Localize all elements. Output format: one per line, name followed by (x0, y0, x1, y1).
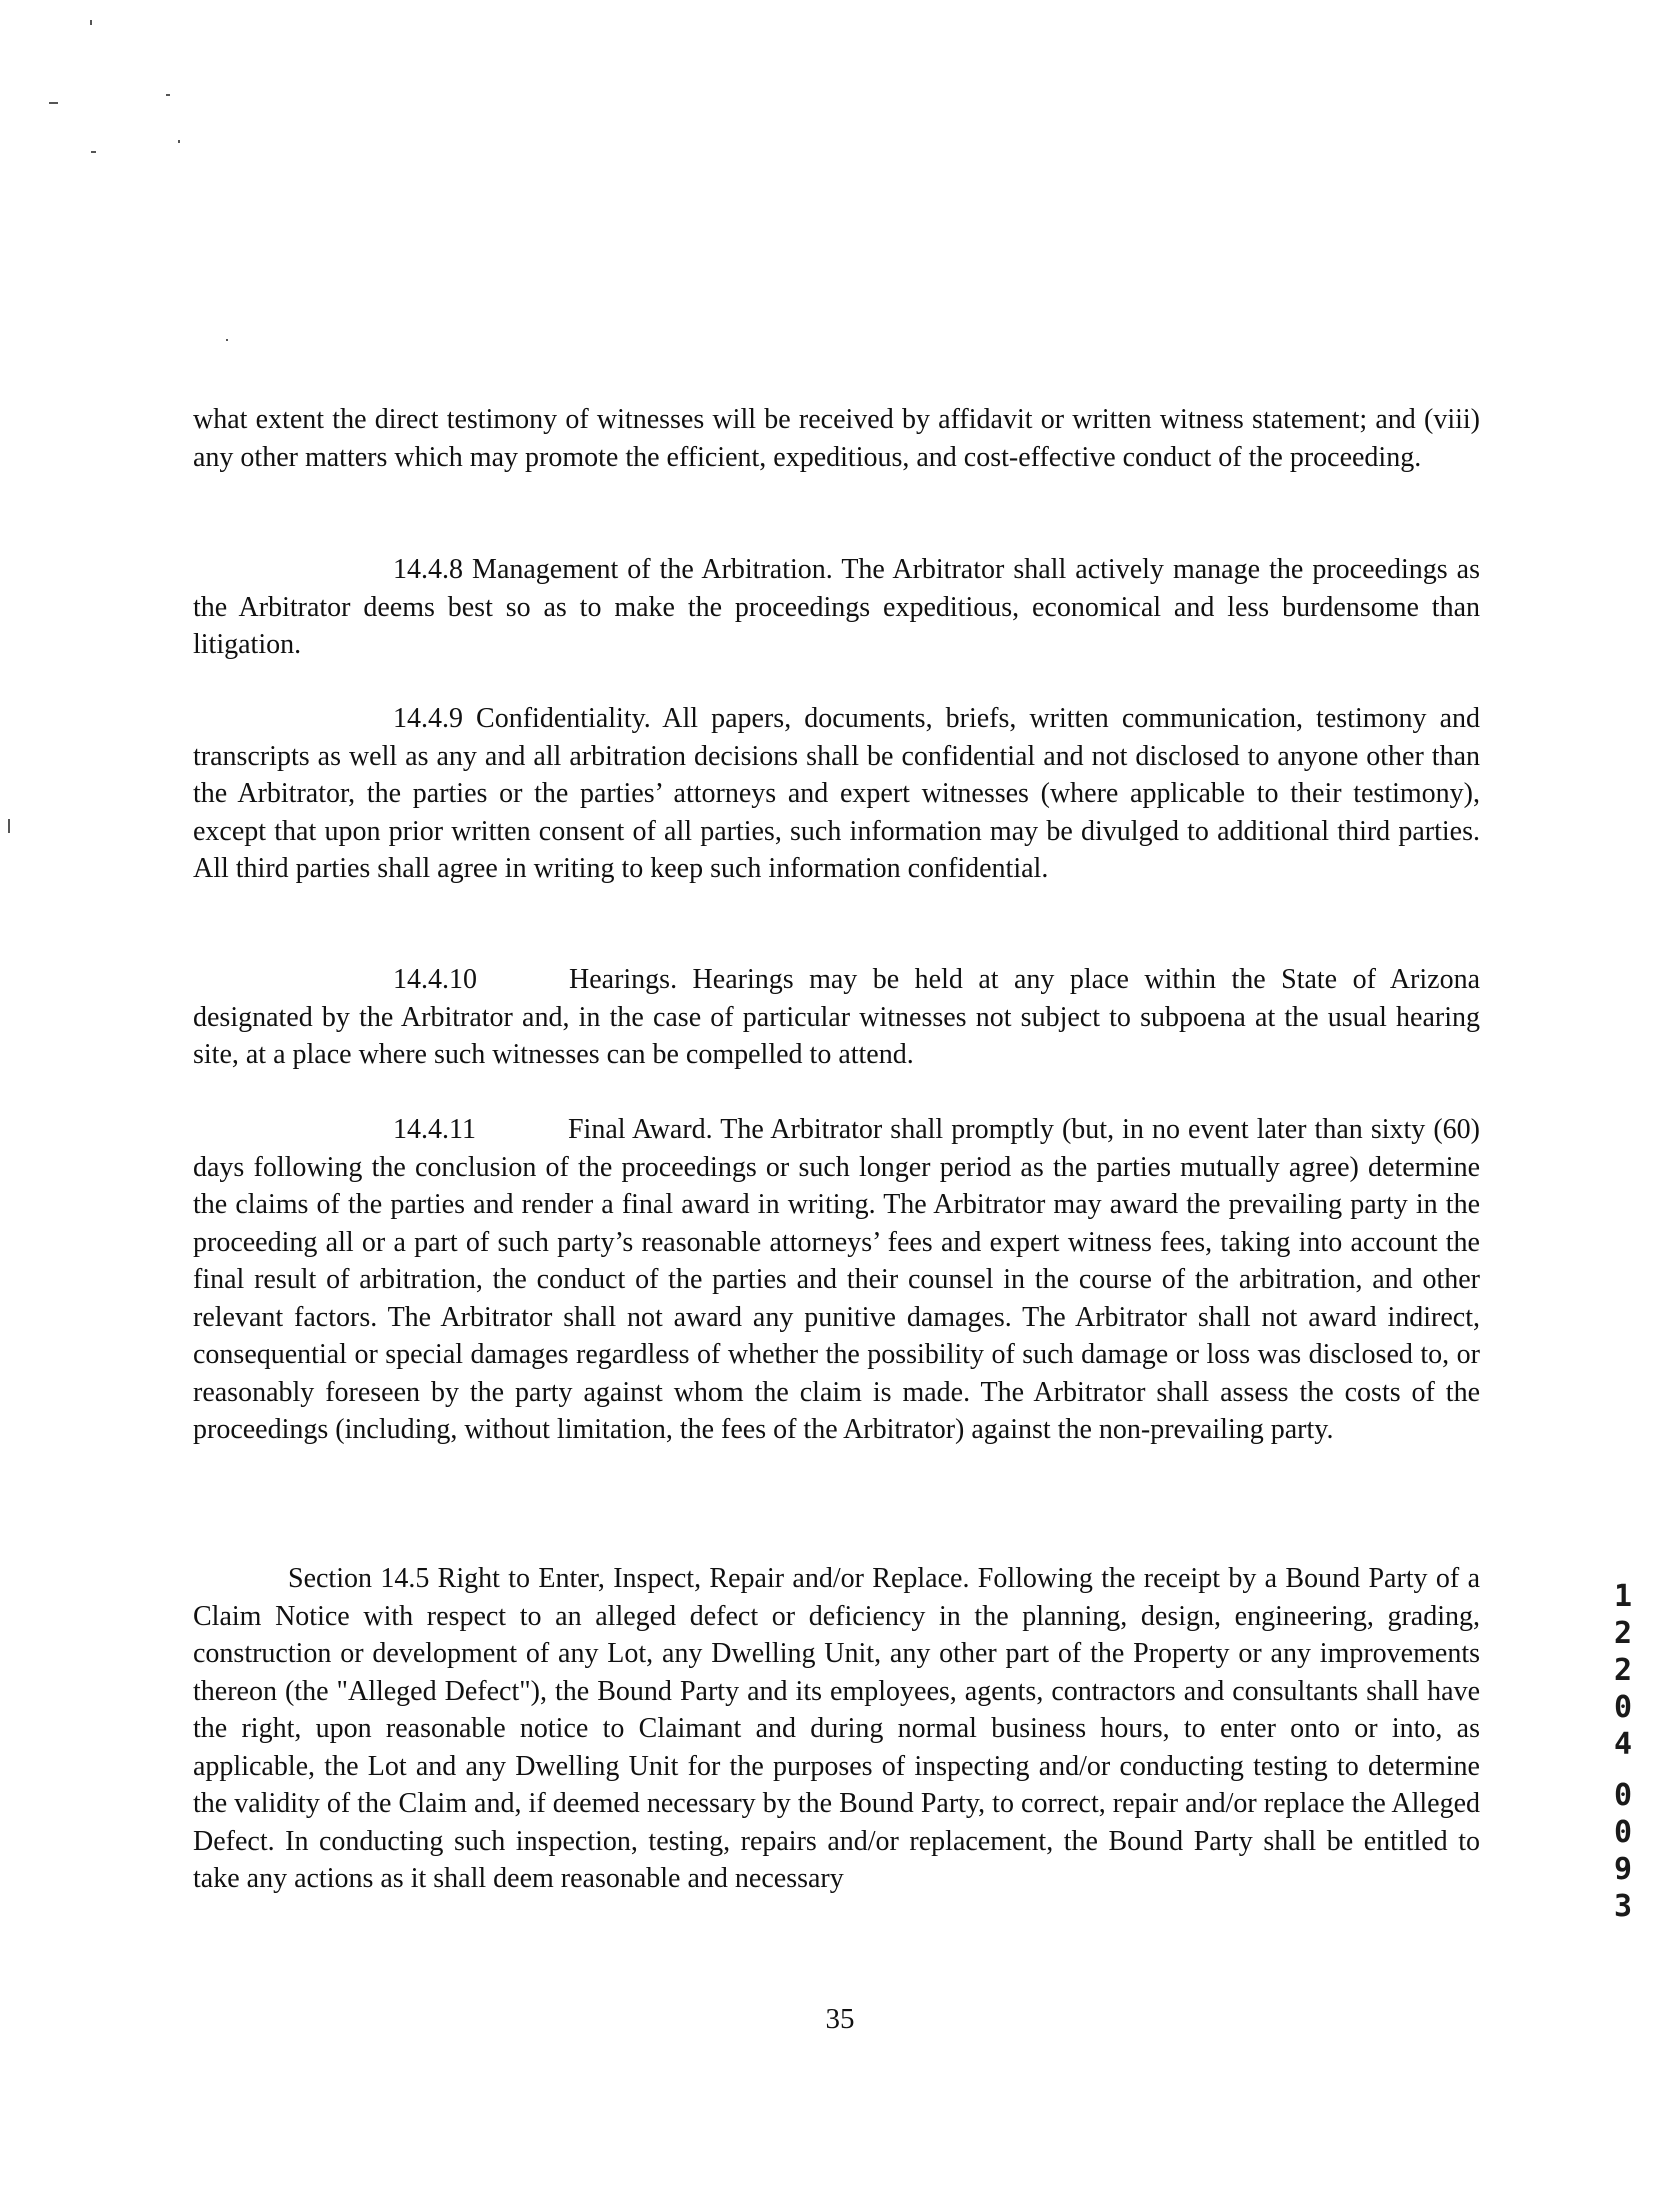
stamp-digit: 0 (1613, 1778, 1633, 1813)
paragraph-section-14-5-right-to-enter: Section 14.5 Right to Enter, Inspect, Repair and/or Replace. Following the receipt by a Bound Party of a Claim Notice with respect to an alleged defect or deficiency in the planning, design, engineering, grading, construction or development of any Lot, any Dwelling Unit, any other part of the Property or any improvements thereon (the "Alleged Defect"), the Bound Party and its employees, agents, contractors and consultants shall have the right, upon reasonable notice to Claimant and during normal business hours, to enter onto or into, as applicable, the Lot and any Dwelling Unit for the purposes of inspecting and/or conducting testing to determine the validity of the Claim and, if deemed necessary by the Bound Party, to correct, repair and/or replace the Alleged Defect. In conducting such inspection, testing, repairs and/or replacement, the Bound Party shall be entitled to take any actions as it shall deem reasonable and necessary (193, 1563, 1480, 1894)
section-body: Final Award. The Arbitrator shall promptly (but, in no event later than sixty (60) days following the conclusion of the proceedings or such longer period as the parties mutually agree) determine the claims of the parties and render a final award in writing. The Arbitrator may award the prevailing party in the proceeding all or a part of such party’s reasonable attorneys’ fees and expert witness fees, taking into account the final result of arbitration, the conduct of the parties and their counsel in the course of the arbitration, and other relevant factors. The Arbitrator shall not award any punitive damages. The Arbitrator shall not award indirect, consequential or special damages regardless of whether the possibility of such damage or loss was disclosed to, or reasonably foreseen by the party against whom the claim is made. The Arbitrator shall assess the costs of the proceedings (including, without limitation, the fees of the Arbitrator) against the non-prevailing party. (193, 1114, 1480, 1445)
scan-speck (166, 94, 170, 96)
scan-speck (90, 20, 92, 25)
section-body: Hearings. Hearings may be held at any place within the State of Arizona designated by the Arbitrator and, in the case of particular witnesses not subject to subpoena at the usual hearing site, at a place where such witnesses can be compelled to attend. (193, 964, 1480, 1070)
stamp-digit: 9 (1613, 1852, 1633, 1887)
scan-speck (91, 151, 96, 153)
paragraph-14-4-8-management: 14.4.8 Management of the Arbitration. The Arbitrator shall actively manage the proceedings as the Arbitrator deems best so as to make the proceedings expeditious, economical and less burdensome than litigation. (193, 554, 1480, 660)
stamp-digit: 1 (1613, 1579, 1633, 1614)
stamp-digit: 3 (1613, 1889, 1633, 1924)
scan-speck (178, 140, 180, 143)
scan-speck (49, 102, 58, 104)
stamp-digit: 2 (1613, 1616, 1633, 1651)
section-number: 14.4.11 (393, 1114, 476, 1145)
scan-speck (226, 339, 228, 341)
paragraph-14-4-10-hearings (193, 961, 1480, 1074)
section-number: 14.4.10 (393, 964, 477, 995)
paragraph-14-4-11-final-award (193, 1111, 1480, 1449)
stamp-digit: 0 (1613, 1815, 1633, 1850)
scan-speck (8, 819, 10, 833)
paragraph-14-4-9-confidentiality: 14.4.9 Confidentiality. All papers, documents, briefs, written communication, testimony and transcripts as well as any and all arbitration decisions shall be confidential and not disclosed to anyone other than the Arbitrator, the parties or the parties’ attorneys and expert witnesses (where applicable to their testimony), except that upon prior written consent of all parties, such information may be divulged to additional third parties. All third parties shall agree in writing to keep such information confidential. (193, 703, 1480, 884)
stamp-digit: 2 (1613, 1653, 1633, 1688)
page-number: 35 (825, 2003, 855, 2035)
recording-stamp-bottom (1608, 1777, 1638, 1925)
stamp-digit: 4 (1613, 1727, 1633, 1762)
recording-stamp-top (1608, 1578, 1638, 1763)
stamp-digit: 0 (1613, 1690, 1633, 1725)
paragraph-continuation: what extent the direct testimony of witnesses will be received by affidavit or written witness statement; and (viii) any other matters which may promote the efficient, expeditious, and cost-effective conduct of the proceeding. (193, 404, 1480, 473)
